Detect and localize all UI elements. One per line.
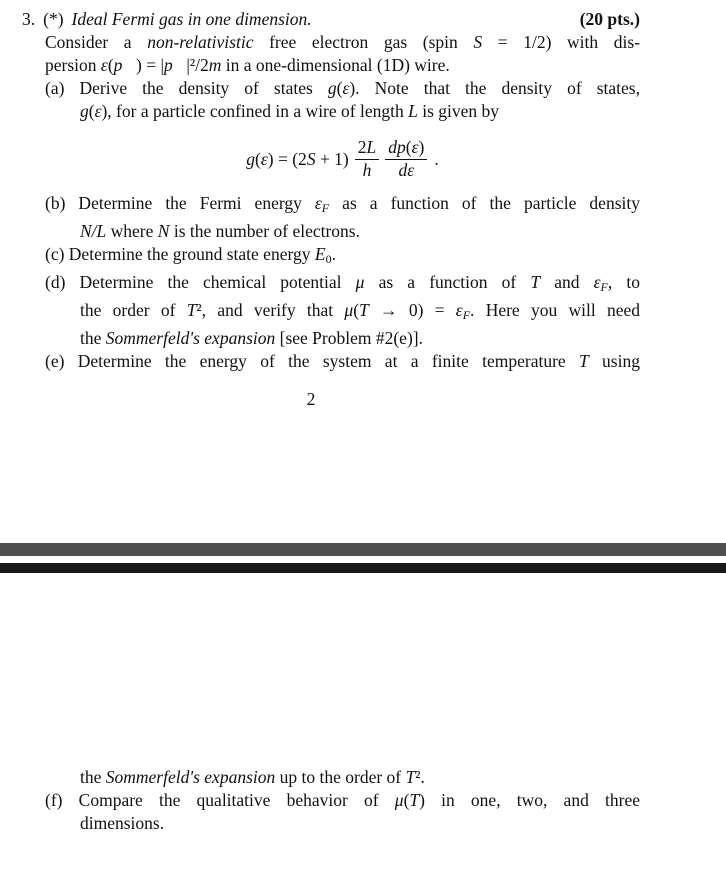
text-segment: E <box>314 244 326 264</box>
text-segment: N/L <box>80 221 107 241</box>
text-segment: dimensions. <box>80 813 165 833</box>
text-segment: μ <box>355 272 365 292</box>
text-segment: ( <box>403 790 410 810</box>
text-segment: p⃗ <box>113 55 137 75</box>
fraction-dp-over-de <box>385 137 427 181</box>
text-segment: T <box>405 767 416 787</box>
text-segment: [see Problem #2(e)]. <box>275 328 423 348</box>
fraction-numerator <box>355 137 379 160</box>
text-segment: ε <box>455 300 463 320</box>
text-segment: + 1) <box>315 148 349 169</box>
text-segment: ) = (2 <box>267 148 307 169</box>
text-segment: using <box>588 351 640 371</box>
text-segment: as a function of the particle density <box>329 193 640 213</box>
item-f-line-1 <box>45 789 640 812</box>
text-segment: the <box>80 328 106 348</box>
text-segment: . Here you will need <box>470 300 640 320</box>
text-segment: and <box>540 272 594 292</box>
text-segment: , to <box>607 272 640 292</box>
subscript-segment: F <box>600 280 608 294</box>
text-segment: up to the order of <box>275 767 406 787</box>
intro-line-2 <box>45 54 640 77</box>
text-segment: non-relativistic <box>147 32 254 52</box>
text-segment: is the number of electrons. <box>169 221 360 241</box>
subscript-segment: F <box>321 201 330 215</box>
text-segment: dp <box>388 137 406 157</box>
text-segment: ( <box>336 78 343 98</box>
fraction-2L-over-h <box>355 137 379 181</box>
text-segment: = 1/2) with dis- <box>482 32 640 52</box>
text-segment: Sommerfeld's expansion <box>105 767 276 787</box>
text-segment: T <box>409 790 420 810</box>
text-segment: ε <box>342 78 350 98</box>
text-segment: , and verify that <box>201 300 345 320</box>
text-segment: ). Note that the density of states, <box>349 78 640 98</box>
item-d-line-1 <box>45 271 640 299</box>
problem-number: 3. <box>22 9 36 29</box>
intro-line-1 <box>45 31 640 54</box>
text-segment: 2 <box>357 137 367 157</box>
text-segment: ) <box>418 137 425 157</box>
text-segment: (f) Compare the qualitative behavior of <box>45 790 395 810</box>
text-segment: ε <box>94 101 102 121</box>
text-segment: ε <box>260 148 268 169</box>
text-segment: m <box>208 55 222 75</box>
item-a-line-1 <box>45 77 640 100</box>
text-segment: ( <box>255 148 261 169</box>
text-segment: L <box>366 137 377 157</box>
item-c-line-1 <box>45 243 640 271</box>
text-segment: the <box>80 767 106 787</box>
problem-star-marker: (*) <box>43 9 64 29</box>
text-segment: (b) Determine the Fermi energy <box>45 193 315 213</box>
text-segment: free electron gas (spin <box>253 32 474 52</box>
text-segment: . <box>331 244 336 264</box>
page-2-text-block <box>22 766 640 835</box>
text-segment: ( <box>88 101 95 121</box>
problem-points: (20 pts.) <box>579 9 640 29</box>
page-2-body <box>45 766 640 835</box>
page-1-text-block <box>22 8 640 373</box>
item-b-line-2 <box>45 220 640 243</box>
text-segment: T <box>530 272 541 292</box>
text-segment: (d) Determine the chemical potential <box>45 272 356 292</box>
display-equation <box>45 137 640 181</box>
text-segment: S <box>473 32 483 52</box>
text-segment: S <box>306 148 316 169</box>
text-segment: is given by <box>417 101 500 121</box>
page-number: 2 <box>306 389 316 409</box>
text-segment: T <box>186 300 197 320</box>
text-segment: (e) Determine the energy of the system at a finite temperature <box>45 351 579 371</box>
text-segment: Sommerfeld's expansion <box>105 328 276 348</box>
text-segment: |²/2 <box>186 55 209 75</box>
equation-left-side <box>246 148 348 171</box>
equation-period: . <box>434 148 439 169</box>
text-segment: the order of <box>80 300 187 320</box>
text-segment: N <box>157 221 170 241</box>
fraction-numerator <box>385 137 427 160</box>
text-segment: as a function of <box>364 272 531 292</box>
text-segment: ². <box>415 767 425 787</box>
text-segment: ² <box>196 300 202 320</box>
problem-heading-left <box>22 8 312 31</box>
problem-title: Ideal Fermi gas in one dimension. <box>71 9 312 29</box>
text-segment: ) in one, two, and three <box>419 790 640 810</box>
problem-body <box>45 31 640 373</box>
text-segment: ( <box>353 300 360 320</box>
subscript-segment: 0 <box>325 252 332 266</box>
item-d-line-2 <box>45 299 640 327</box>
text-segment: T <box>359 300 369 320</box>
text-segment: ), for a particle confined in a wire of length <box>101 101 409 121</box>
text-segment: ( <box>405 137 412 157</box>
text-segment: ( <box>107 55 114 75</box>
item-e-line-1 <box>45 350 640 373</box>
subscript-segment: F <box>462 308 471 322</box>
text-segment: (c) Determine the ground state energy <box>45 244 315 264</box>
text-segment: μ <box>394 790 404 810</box>
text-segment: ε <box>100 55 108 75</box>
text-segment: g <box>80 101 89 121</box>
text-segment: ε <box>593 272 601 292</box>
text-segment: ε <box>411 137 419 157</box>
text-segment: Consider a <box>45 32 148 52</box>
text-segment: where <box>106 221 158 241</box>
fraction-denominator: h <box>362 160 372 180</box>
text-segment: g <box>327 78 337 98</box>
item-e-continuation-line <box>45 766 640 789</box>
item-f-line-2 <box>45 812 640 835</box>
fraction-denominator: dε <box>398 160 415 180</box>
text-segment: ) = | <box>136 55 164 75</box>
text-segment: g <box>246 148 256 169</box>
problem-heading <box>22 8 640 31</box>
item-d-line-3 <box>45 327 640 350</box>
text-segment: → 0) = <box>368 300 456 320</box>
text-segment: μ <box>344 300 354 320</box>
text-segment: in a one-dimensional (1D) wire. <box>221 55 450 75</box>
text-segment: (a) Derive the density of states <box>45 78 328 98</box>
text-segment: L <box>408 101 418 121</box>
text-segment: ε <box>314 193 322 213</box>
page-separator-bottom-bar <box>0 563 726 573</box>
item-b-line-1 <box>45 192 640 220</box>
text-segment: p⃗ <box>163 55 187 75</box>
page-separator-top-bar <box>0 543 726 556</box>
text-segment: persion <box>45 55 101 75</box>
text-segment: T <box>579 351 589 371</box>
item-a-line-2 <box>45 100 640 123</box>
